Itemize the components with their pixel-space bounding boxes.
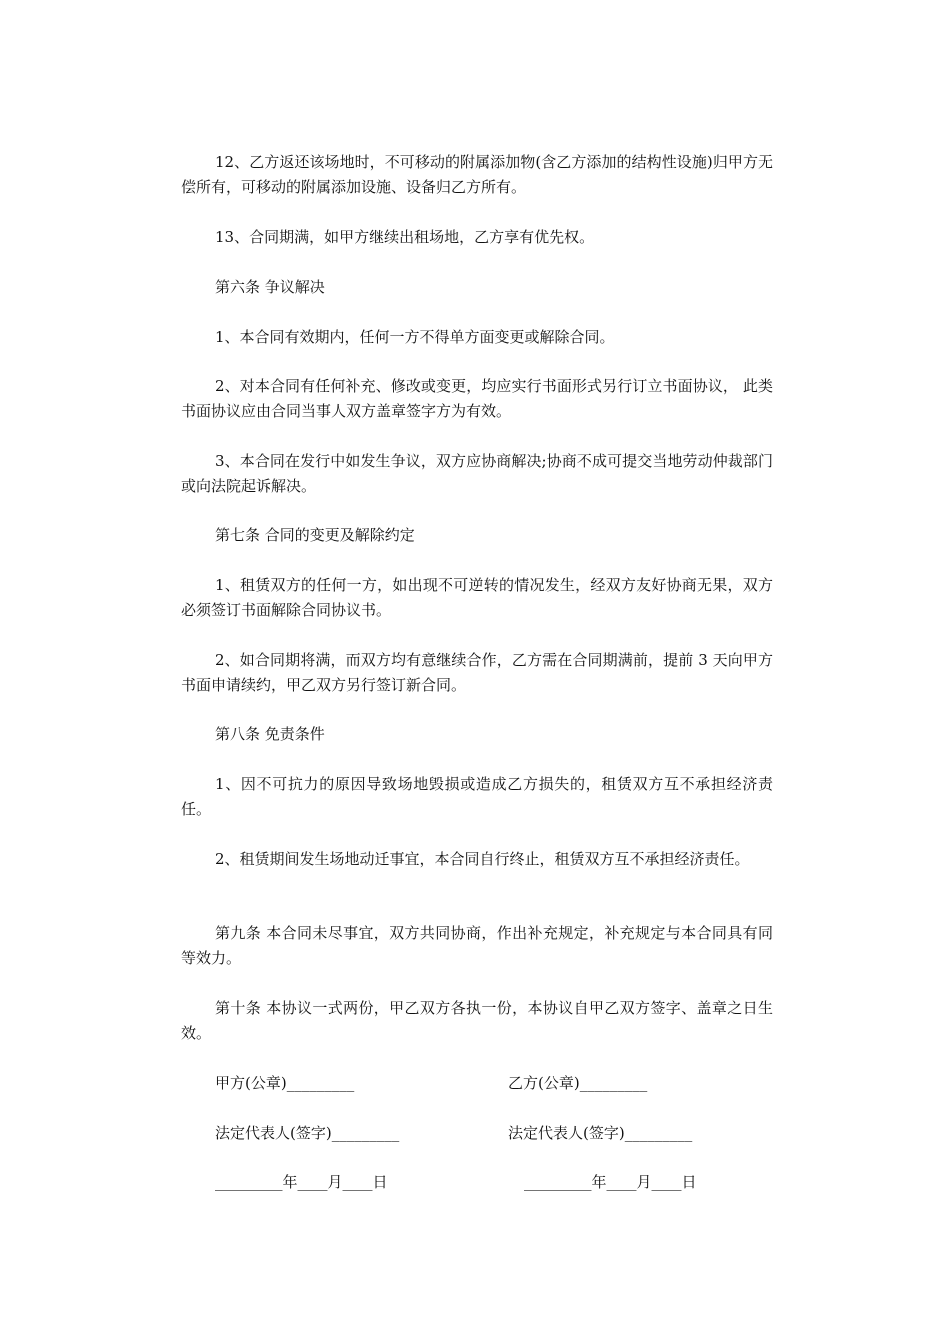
party-b-representative-line: 法定代表人(签字)_________	[508, 1124, 693, 1142]
clause-12: 12、乙方返还该场地时，不可移动的附属添加物(含乙方添加的结构性设施)归甲方无偿所有，可移动的附属添加设施、设备归乙方所有。	[181, 153, 773, 196]
party-a-seal-line: 甲方(公章)_________	[215, 1074, 355, 1092]
article-6-item-3: 3、本合同在发行中如发生争议，双方应协商解决;协商不成可提交当地劳动仲裁部门或向法院起诉解决。	[181, 452, 773, 495]
clause-13: 13、合同期满，如甲方继续出租场地，乙方享有优先权。	[215, 228, 595, 246]
article-6-item-1: 1、本合同有效期内，任何一方不得单方面变更或解除合同。	[215, 328, 615, 346]
party-b-date-line: _________年____月____日	[524, 1173, 697, 1191]
party-a-date-line: _________年____月____日	[215, 1173, 388, 1191]
article-8-title: 第八条 免责条件	[215, 725, 325, 743]
article-6-title: 第六条 争议解决	[215, 278, 325, 296]
article-10: 第十条 本协议一式两份，甲乙双方各执一份，本协议自甲乙双方签字、盖章之日生效。	[181, 999, 773, 1042]
article-8-item-1: 1、因不可抗力的原因导致场地毁损或造成乙方损失的，租赁双方互不承担经济责任。	[181, 775, 773, 818]
article-6-item-2: 2、对本合同有任何补充、修改或变更，均应实行书面形式另行订立书面协议， 此类书面协议应由合同当事人双方盖章签字方为有效。	[181, 377, 773, 420]
article-9: 第九条 本合同未尽事宜，双方共同协商，作出补充规定，补充规定与本合同具有同等效力。	[181, 924, 773, 967]
article-7-item-2: 2、如合同期将满，而双方均有意继续合作，乙方需在合同期满前，提前 3 天向甲方书面申请续约，甲乙双方另行签订新合同。	[181, 651, 773, 694]
party-b-seal-line: 乙方(公章)_________	[508, 1074, 648, 1092]
article-7-title: 第七条 合同的变更及解除约定	[215, 526, 415, 544]
article-8-item-2: 2、租赁期间发生场地动迁事宜，本合同自行终止，租赁双方互不承担经济责任。	[215, 850, 750, 868]
article-7-item-1: 1、租赁双方的任何一方，如出现不可逆转的情况发生，经双方友好协商无果，双方必须签订书面解除合同协议书。	[181, 576, 773, 619]
party-a-representative-line: 法定代表人(签字)_________	[215, 1124, 400, 1142]
